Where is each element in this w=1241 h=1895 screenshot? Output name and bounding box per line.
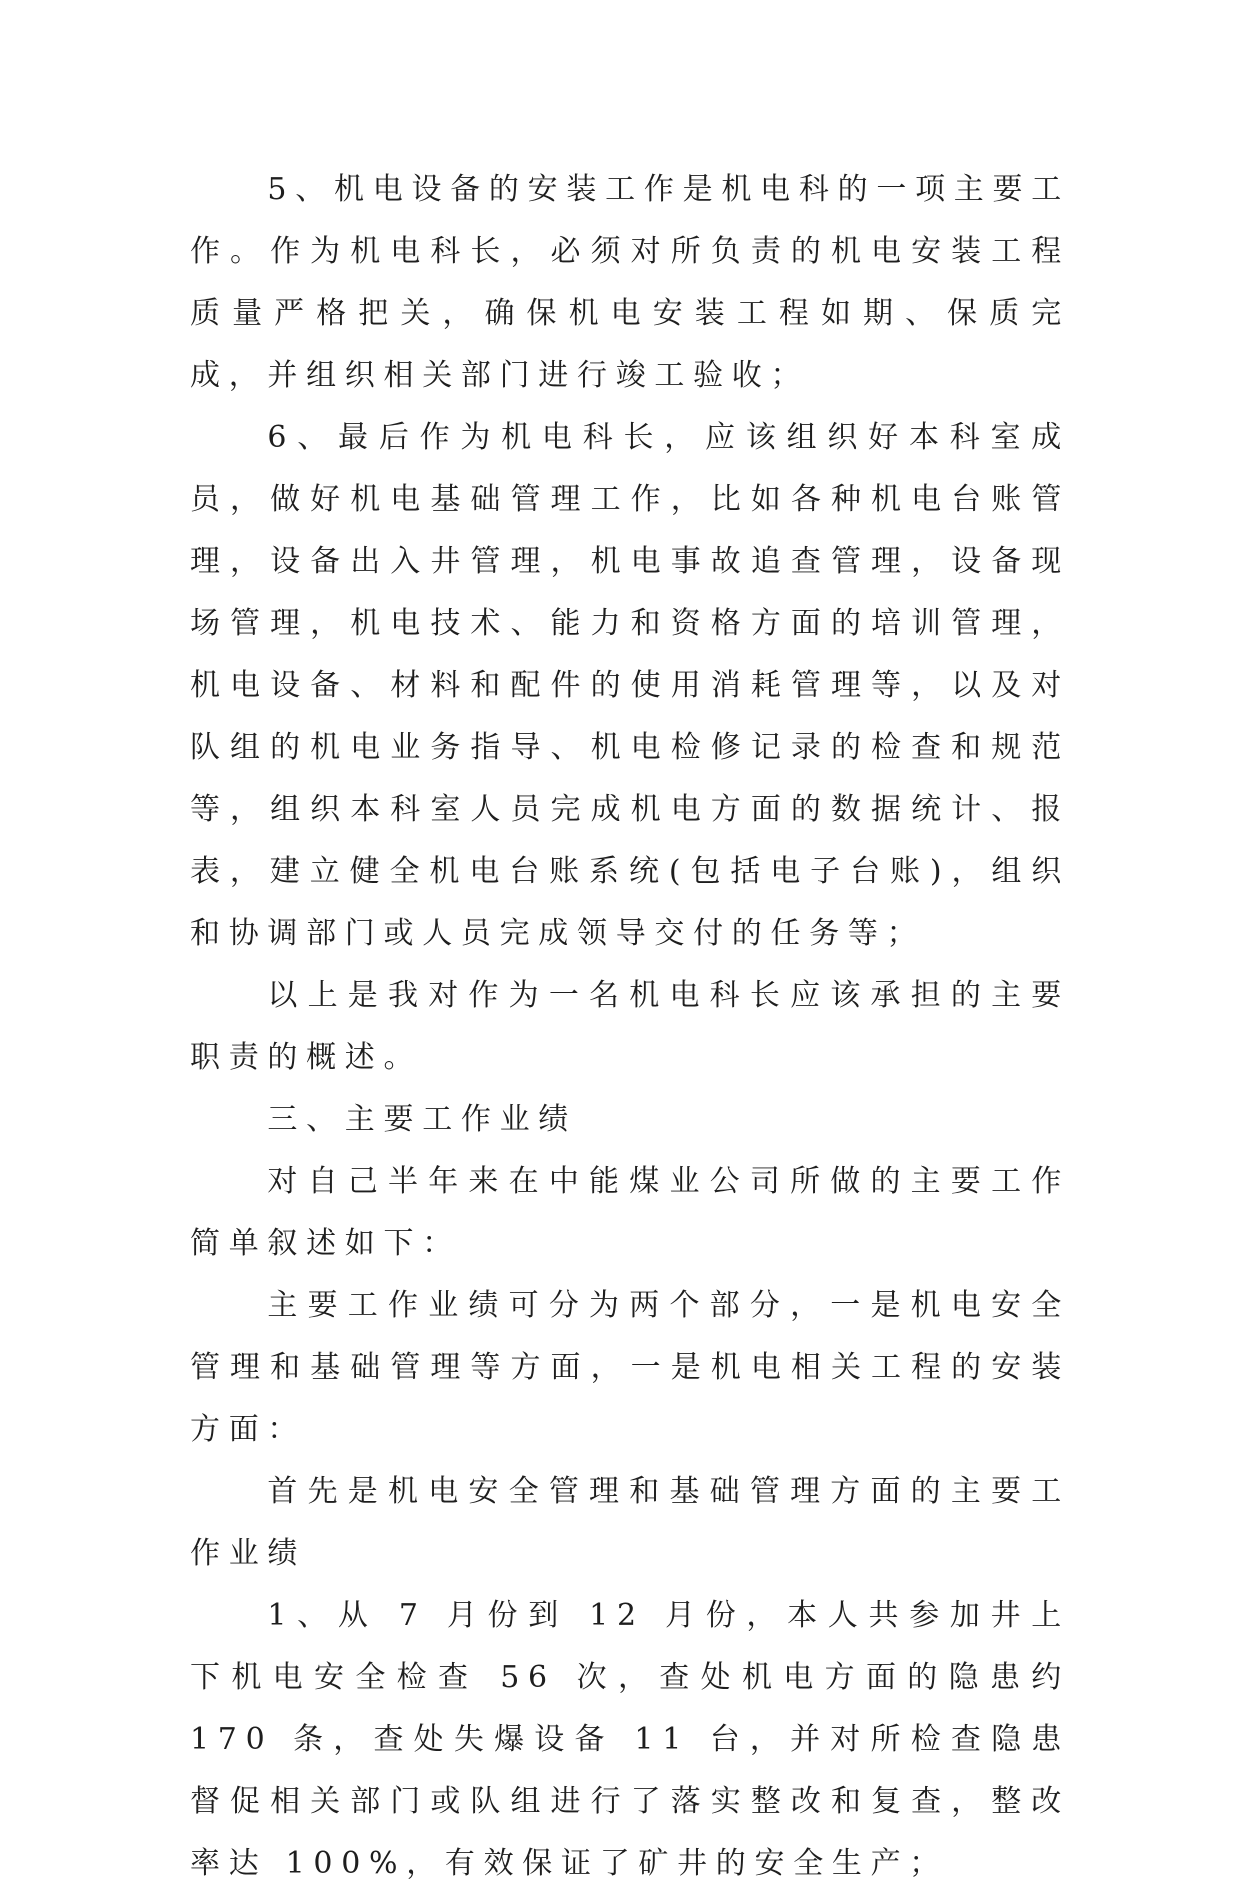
overview-paragraph: 主要工作业绩可分为两个部分，一是机电安全管理和基础管理等方面，一是机电相关工程的安装方面： [190, 1288, 1070, 1447]
subsection-heading: 首先是机电安全管理和基础管理方面的主要工作业绩 [190, 1474, 1070, 1571]
paragraph-item-6: 6、最后作为机电科长，应该组织好本科室成员，做好机电基础管理工作，比如各种机电台账管理，设备出入井管理，机电事故追查管理，设备现场管理，机电技术、能力和资格方面的培训管理，机电设备、材料和配件的使用消耗管理等，以及对队组的机电业务指导、机电检修记录的检查和规范等，组织本科室人员完成机电方面的数据统计、报表，建立健全机电台账系统(包括电子台账)，组织和协调部门或人员完成领导交付的任务等； [190, 420, 1070, 951]
paragraph-item-5: 5、机电设备的安装工作是机电科的一项主要工作。作为机电科长，必须对所负责的机电安装工程质量严格把关，确保机电安装工程如期、保质完成，并组织相关部门进行竣工验收； [190, 172, 1070, 393]
summary-paragraph: 以上是我对作为一名机电科长应该承担的主要职责的概述。 [190, 978, 1070, 1075]
intro-paragraph: 对自己半年来在中能煤业公司所做的主要工作简单叙述如下： [190, 1164, 1070, 1261]
paragraph-item-1: 1、从 7 月份到 12 月份，本人共参加井上下机电安全检查 56 次，查处机电方面的隐患约 170 条，查处失爆设备 11 台，并对所检查隐患督促相关部门或队组进行了落实整改和复查，整改率达 100%，有效保证了矿井的安全生产； [190, 1598, 1089, 1881]
section-heading: 三、主要工作业绩 [267, 1102, 577, 1137]
document-body [190, 159, 1089, 1895]
